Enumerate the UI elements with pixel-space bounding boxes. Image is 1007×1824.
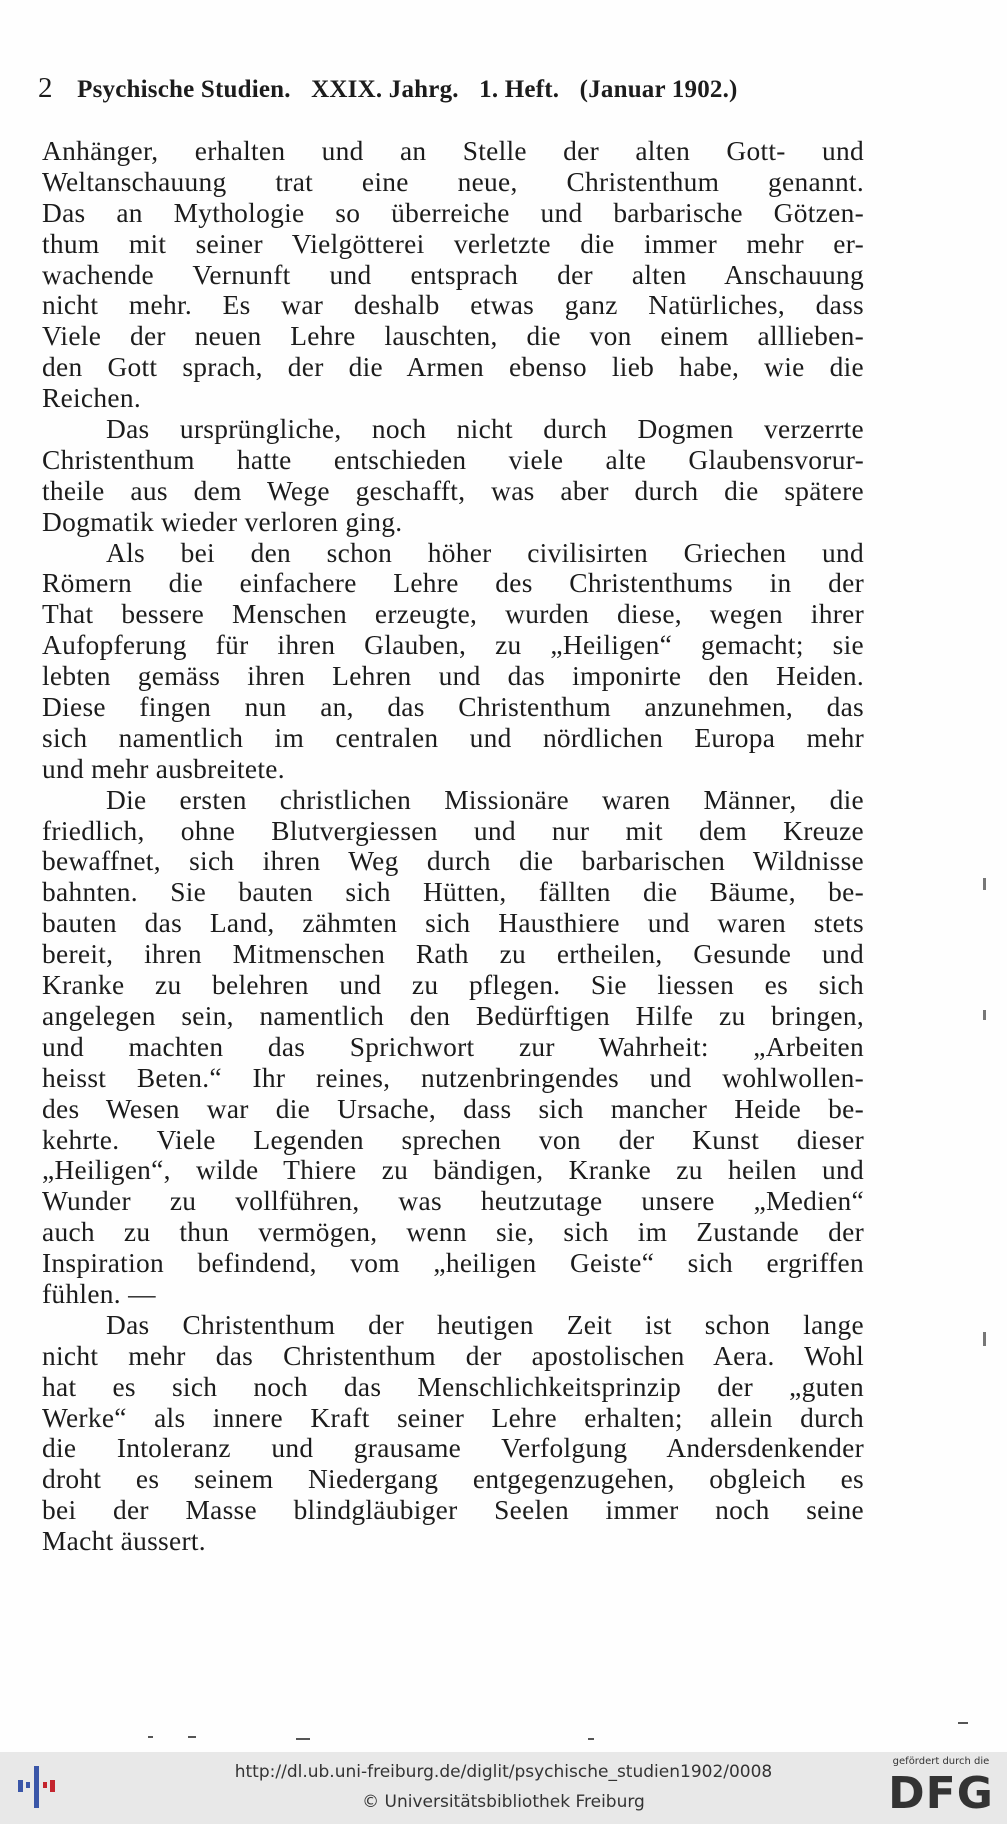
scan-artifact bbox=[296, 1738, 310, 1740]
text-line: theile aus dem Wege geschafft, was aber durch die spätere bbox=[42, 475, 864, 506]
text-line: droht es seinem Niedergang entgegenzugehen, obgleich es bbox=[42, 1464, 864, 1495]
date-label: (Januar 1902.) bbox=[579, 76, 738, 103]
text-line: bewaffnet, sich ihren Weg durch die barbarischen Wildnisse bbox=[42, 846, 864, 877]
text-line: die Intoleranz und grausame Verfolgung Andersdenkender bbox=[42, 1433, 864, 1464]
scan-artifact bbox=[148, 1736, 153, 1738]
journal-title: Psychische Studien. bbox=[77, 76, 291, 103]
text-line: Römern die einfachere Lehre des Christenthums in der bbox=[42, 568, 864, 599]
text-line: Reichen. bbox=[42, 383, 141, 414]
text-line: Als bei den schon höher civilisirten Griechen und bbox=[106, 537, 864, 568]
text-line: Viele der neuen Lehre lauschten, die von einem alllieben- bbox=[42, 321, 864, 352]
text-line: Anhänger, erhalten und an Stelle der alten Gott- und bbox=[42, 136, 864, 166]
text-line: lebten gemäss ihren Lehren und das imponirte den Heiden. bbox=[42, 661, 864, 692]
permalink-url[interactable]: http://dl.ub.uni-freiburg.de/diglit/psychische_studien1902/0008 bbox=[234, 1762, 773, 1782]
text-line: That bessere Menschen erzeugte, wurden diese, wegen ihrer bbox=[42, 599, 864, 630]
text-line: angelegen sein, namentlich den Bedürftigen Hilfe zu bringen, bbox=[42, 1000, 864, 1031]
text-line: friedlich, ohne Blutvergiessen und nur mit dem Kreuze bbox=[42, 815, 864, 846]
text-line: bei der Masse blindgläubiger Seelen immer noch seine bbox=[42, 1495, 864, 1526]
text-line: Aufopferung für ihren Glauben, zu „Heiligen“ gemacht; sie bbox=[42, 630, 864, 661]
text-line: heisst Beten.“ Ihr reines, nutzenbringendes und wohlwollen- bbox=[42, 1062, 864, 1093]
text-line: Diese fingen nun an, das Christenthum anzunehmen, das bbox=[42, 692, 864, 723]
funding-note: gefördert durch die bbox=[892, 1756, 990, 1767]
text-line: bauten das Land, zähmten sich Hausthiere und waren stets bbox=[42, 908, 864, 939]
text-line: Inspiration befindend, vom „heiligen Geiste“ sich ergriffen bbox=[42, 1248, 864, 1279]
text-line: auch zu thun vermögen, wenn sie, sich im Zustande der bbox=[42, 1217, 864, 1248]
text-line: und machten das Sprichwort zur Wahrheit: „Arbeiten bbox=[42, 1031, 864, 1062]
text-line: und mehr ausbreitete. bbox=[42, 753, 285, 784]
scan-artifact bbox=[588, 1738, 594, 1740]
text-line: „Heiligen“, wilde Thiere zu bändigen, Kranke zu heilen und bbox=[42, 1155, 864, 1186]
library-footer bbox=[0, 1752, 1007, 1824]
text-line: Das ursprüngliche, noch nicht durch Dogmen verzerrte bbox=[106, 414, 864, 445]
dfg-logo bbox=[885, 1756, 997, 1820]
text-line: nicht mehr das Christenthum der apostolischen Aera. Wohl bbox=[42, 1340, 864, 1371]
text-line: Christenthum hatte entschieden viele alte Glaubensvorur- bbox=[42, 444, 864, 475]
text-line: fühlen. — bbox=[42, 1278, 156, 1309]
copyright-notice: © Universitätsbibliothek Freiburg bbox=[362, 1792, 645, 1812]
text-line: kehrte. Viele Legenden sprechen von der Kunst dieser bbox=[42, 1124, 864, 1155]
scan-artifact bbox=[983, 1332, 986, 1346]
text-line: Kranke zu belehren und zu pflegen. Sie liessen es sich bbox=[42, 970, 864, 1001]
scan-artifact bbox=[188, 1736, 196, 1738]
dfg-wordmark: DFG bbox=[888, 1768, 994, 1819]
scan-artifact bbox=[983, 878, 986, 890]
text-line: bereit, ihren Mitmenschen Rath zu ertheilen, Gesunde und bbox=[42, 939, 864, 970]
text-line: sich namentlich im centralen und nördlichen Europa mehr bbox=[42, 722, 864, 753]
text-line: hat es sich noch das Menschlichkeitsprinzip der „guten bbox=[42, 1371, 864, 1402]
text-line: thum mit seiner Vielgötterei verletzte die immer mehr er- bbox=[42, 228, 864, 259]
issue-label: 1. Heft. bbox=[479, 76, 560, 103]
text-line: Macht äussert. bbox=[42, 1526, 206, 1557]
scan-artifact bbox=[983, 1010, 986, 1020]
text-line: des Wesen war die Ursache, dass sich mancher Heide be- bbox=[42, 1093, 864, 1124]
text-line: nicht mehr. Es war deshalb etwas ganz Natürliches, dass bbox=[42, 290, 864, 321]
text-line: bahnten. Sie bauten sich Hütten, fällten die Bäume, be- bbox=[42, 877, 864, 908]
text-line: Dogmatik wieder verloren ging. bbox=[42, 506, 403, 537]
running-head bbox=[38, 72, 858, 105]
text-line: Das Christenthum der heutigen Zeit ist schon lange bbox=[106, 1309, 864, 1340]
text-line: Das an Mythologie so überreiche und barbarische Götzen- bbox=[42, 197, 864, 228]
text-line: Wunder zu vollführen, was heutzutage unsere „Medien“ bbox=[42, 1186, 864, 1217]
text-line: Werke“ als innere Kraft seiner Lehre erhalten; allein durch bbox=[42, 1402, 864, 1433]
scan-artifact bbox=[958, 1722, 968, 1724]
page-number: 2 bbox=[38, 72, 53, 104]
text-line: den Gott sprach, der die Armen ebenso lieb habe, wie die bbox=[42, 352, 864, 383]
volume-label: XXIX. Jahrg. bbox=[311, 76, 459, 103]
text-line: Weltanschauung trat eine neue, Christenthum genannt. bbox=[42, 166, 864, 197]
body-text bbox=[42, 136, 864, 1557]
text-line: Die ersten christlichen Missionäre waren Männer, die bbox=[106, 784, 864, 815]
text-line: wachende Vernunft und entsprach der alten Anschauung bbox=[42, 259, 864, 290]
